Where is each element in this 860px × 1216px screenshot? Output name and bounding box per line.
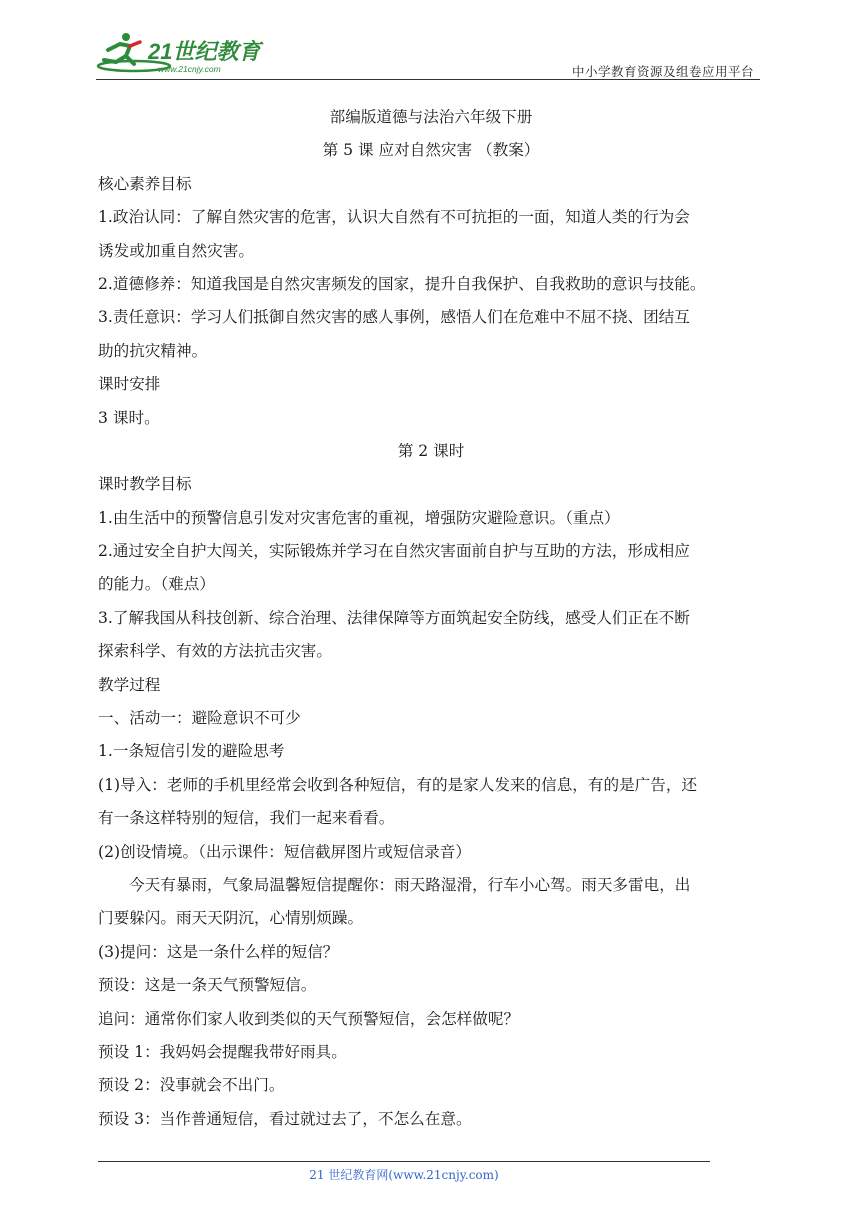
text-line: (1)导入：老师的手机里经常会收到各种短信，有的是家人发来的信息，有的是广告，还 bbox=[98, 775, 698, 794]
text-line: 门要躲闪。雨天天阴沉，心情别烦躁。 bbox=[98, 909, 364, 928]
text-line: 3.责任意识：学习人们抵御自然灾害的感人事例，感悟人们在危难中不屈不挠、团结互 bbox=[98, 308, 690, 327]
text-line: 1.由生活中的预警信息引发对灾害危害的重视，增强防灾避险意识。（重点） bbox=[98, 508, 620, 527]
text-line: (2)创设情境。（出示课件：短信截屏图片或短信录音） bbox=[98, 842, 471, 861]
text-line: 3 课时。 bbox=[98, 408, 160, 427]
lesson-heading: 第 2 课时 bbox=[397, 441, 465, 460]
text-line: 预设 3：当作普通短信，看过就过去了，不怎么在意。 bbox=[98, 1109, 472, 1128]
doc-title: 部编版道德与法治六年级下册 bbox=[329, 108, 533, 126]
text-line: 2.通过安全自护大闯关，实际锻炼并学习在自然灾害面前自护与互助的方法，形成相应 bbox=[98, 542, 690, 561]
text-line: 3.了解我国从科技创新、综合治理、法律保障等方面筑起安全防线，感受人们正在不断 bbox=[98, 608, 690, 627]
footer-divider bbox=[98, 1161, 710, 1162]
text-line: 追问：通常你们家人收到类似的天气预警短信，会怎样做呢？ bbox=[98, 1009, 520, 1028]
header-divider bbox=[96, 79, 760, 80]
text-line: 助的抗灾精神。 bbox=[98, 341, 208, 360]
document-body bbox=[98, 101, 764, 1136]
text-line: 今天有暴雨，气象局温馨短信提醒你：雨天路湿滑，行车小心驾。雨天多雷电，出 bbox=[129, 875, 691, 894]
text-line: 预设 2：没事就会不出门。 bbox=[98, 1076, 285, 1095]
text-line: 有一条这样特别的短信，我们一起来看看。 bbox=[98, 809, 395, 828]
section-heading: 核心素养目标 bbox=[98, 174, 192, 193]
doc-subtitle: 第 5 课 应对自然灾害 （教案） bbox=[322, 141, 540, 160]
site-logo bbox=[96, 30, 266, 76]
text-line: (3)提问：这是一条什么样的短信？ bbox=[98, 942, 339, 961]
runner-head-icon bbox=[122, 33, 130, 41]
text-line: 探索科学、有效的方法抗击灾害。 bbox=[98, 642, 332, 661]
text-line: 预设：这是一条天气预警短信。 bbox=[98, 976, 317, 995]
text-line: 2.道德修养：知道我国是自然灾害频发的国家，提升自我保护、自我救助的意识与技能。 bbox=[98, 274, 706, 293]
text-line: 1.政治认同：了解自然灾害的危害，认识大自然有不可抗拒的一面，知道人类的行为会 bbox=[98, 208, 690, 227]
section-heading: 课时教学目标 bbox=[98, 475, 192, 494]
section-heading: 课时安排 bbox=[98, 375, 161, 394]
runner-arm-icon bbox=[130, 42, 140, 46]
footer-link[interactable]: 21 世纪教育网(www.21cnjy.com) bbox=[309, 1168, 499, 1182]
section-heading: 教学过程 bbox=[98, 675, 161, 694]
platform-label: 中小学教育资源及组卷应用平台 bbox=[571, 64, 754, 79]
logo-url: www.21cnjy.com bbox=[158, 64, 221, 74]
text-line: 诱发或加重自然灾害。 bbox=[98, 241, 254, 260]
text-line: 1.一条短信引发的避险思考 bbox=[98, 742, 285, 761]
text-line: 预设 1：我妈妈会提醒我带好雨具。 bbox=[98, 1042, 347, 1061]
text-line: 一、活动一：避险意识不可少 bbox=[98, 709, 301, 728]
page-header bbox=[96, 26, 760, 80]
text-line: 的能力。（难点） bbox=[98, 575, 215, 594]
logo-text: 21世纪教育 bbox=[148, 39, 261, 64]
